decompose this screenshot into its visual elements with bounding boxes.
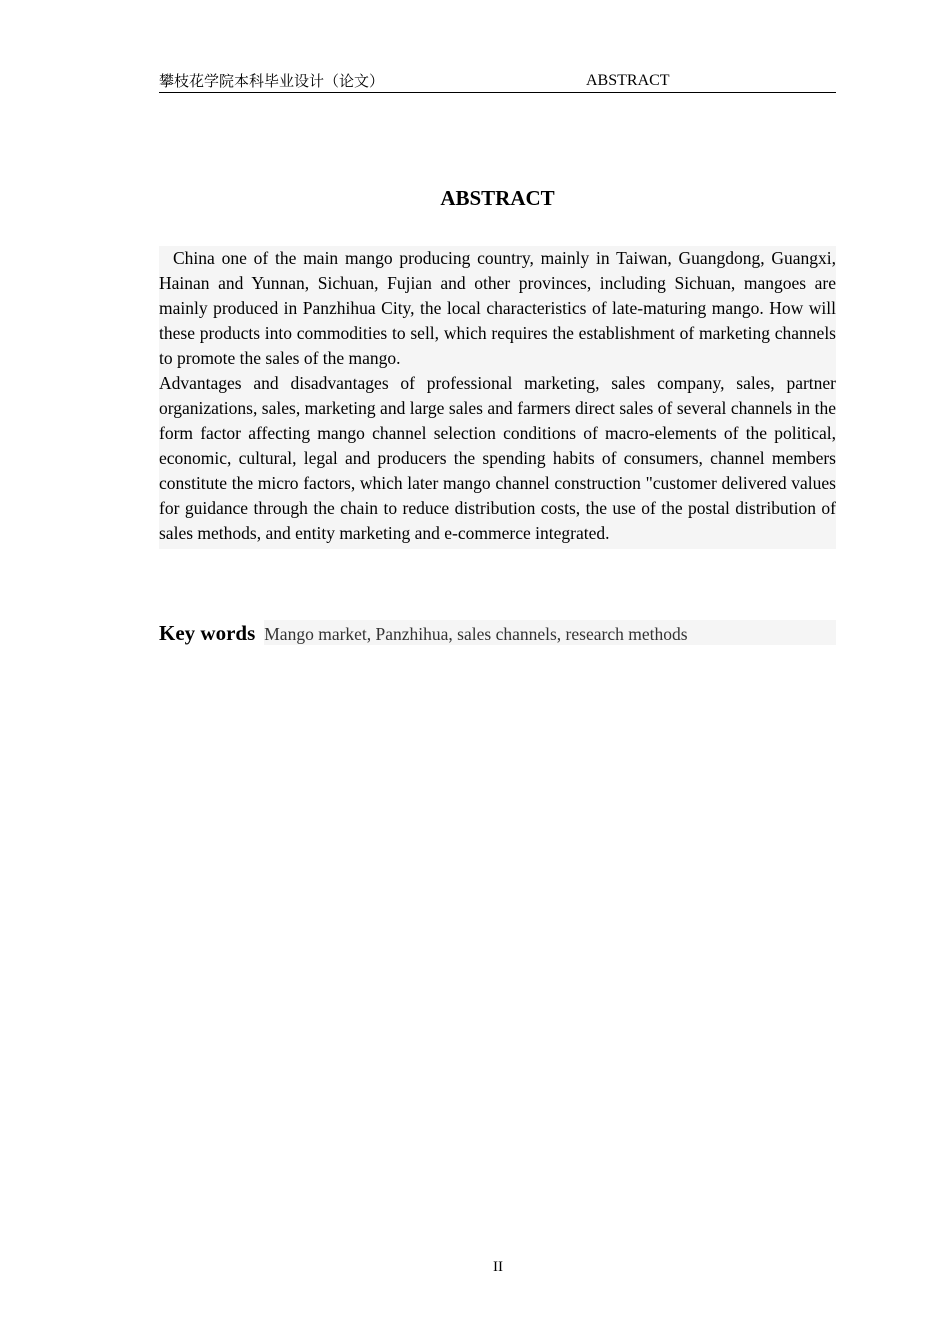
header-thesis-title: 攀枝花学院本科毕业设计（论文） xyxy=(159,72,385,90)
abstract-paragraph-2: Advantages and disadvantages of professional marketing, sales company, sales, partner organizations, sales, marketing and large sales and farmers direct sales of several channels in the form factor affecting mango channel selection conditions of macro-elements of the political, economic, cultural, legal and producers the spending habits of consumers, channel members constitute the micro factors, which later mango channel construction "customer delivered values for guidance through the chain to reduce distribution costs, the use of the postal distribution of sales methods, and entity marketing and e-commerce integrated. xyxy=(159,373,836,543)
page-header xyxy=(159,71,836,93)
keywords-section xyxy=(159,620,836,645)
header-section-name: ABSTRACT xyxy=(586,72,670,89)
abstract-paragraph-1: China one of the main mango producing country, mainly in Taiwan, Guangdong, Guangxi, Hainan and Yunnan, Sichuan, Fujian and other provinces, including Sichuan, mangoes are mainly produced in Panzhihua City, the local characteristics of late-maturing mango. How will these products into commodities to sell, which requires the establishment of marketing channels to promote the sales of the mango. xyxy=(159,248,836,368)
keywords-list: Mango market, Panzhihua, sales channels, research methods xyxy=(264,624,688,644)
abstract-body xyxy=(159,246,836,549)
page-number: II xyxy=(493,1259,503,1275)
keywords-label: Key words xyxy=(159,620,264,646)
abstract-title: ABSTRACT xyxy=(440,186,555,210)
